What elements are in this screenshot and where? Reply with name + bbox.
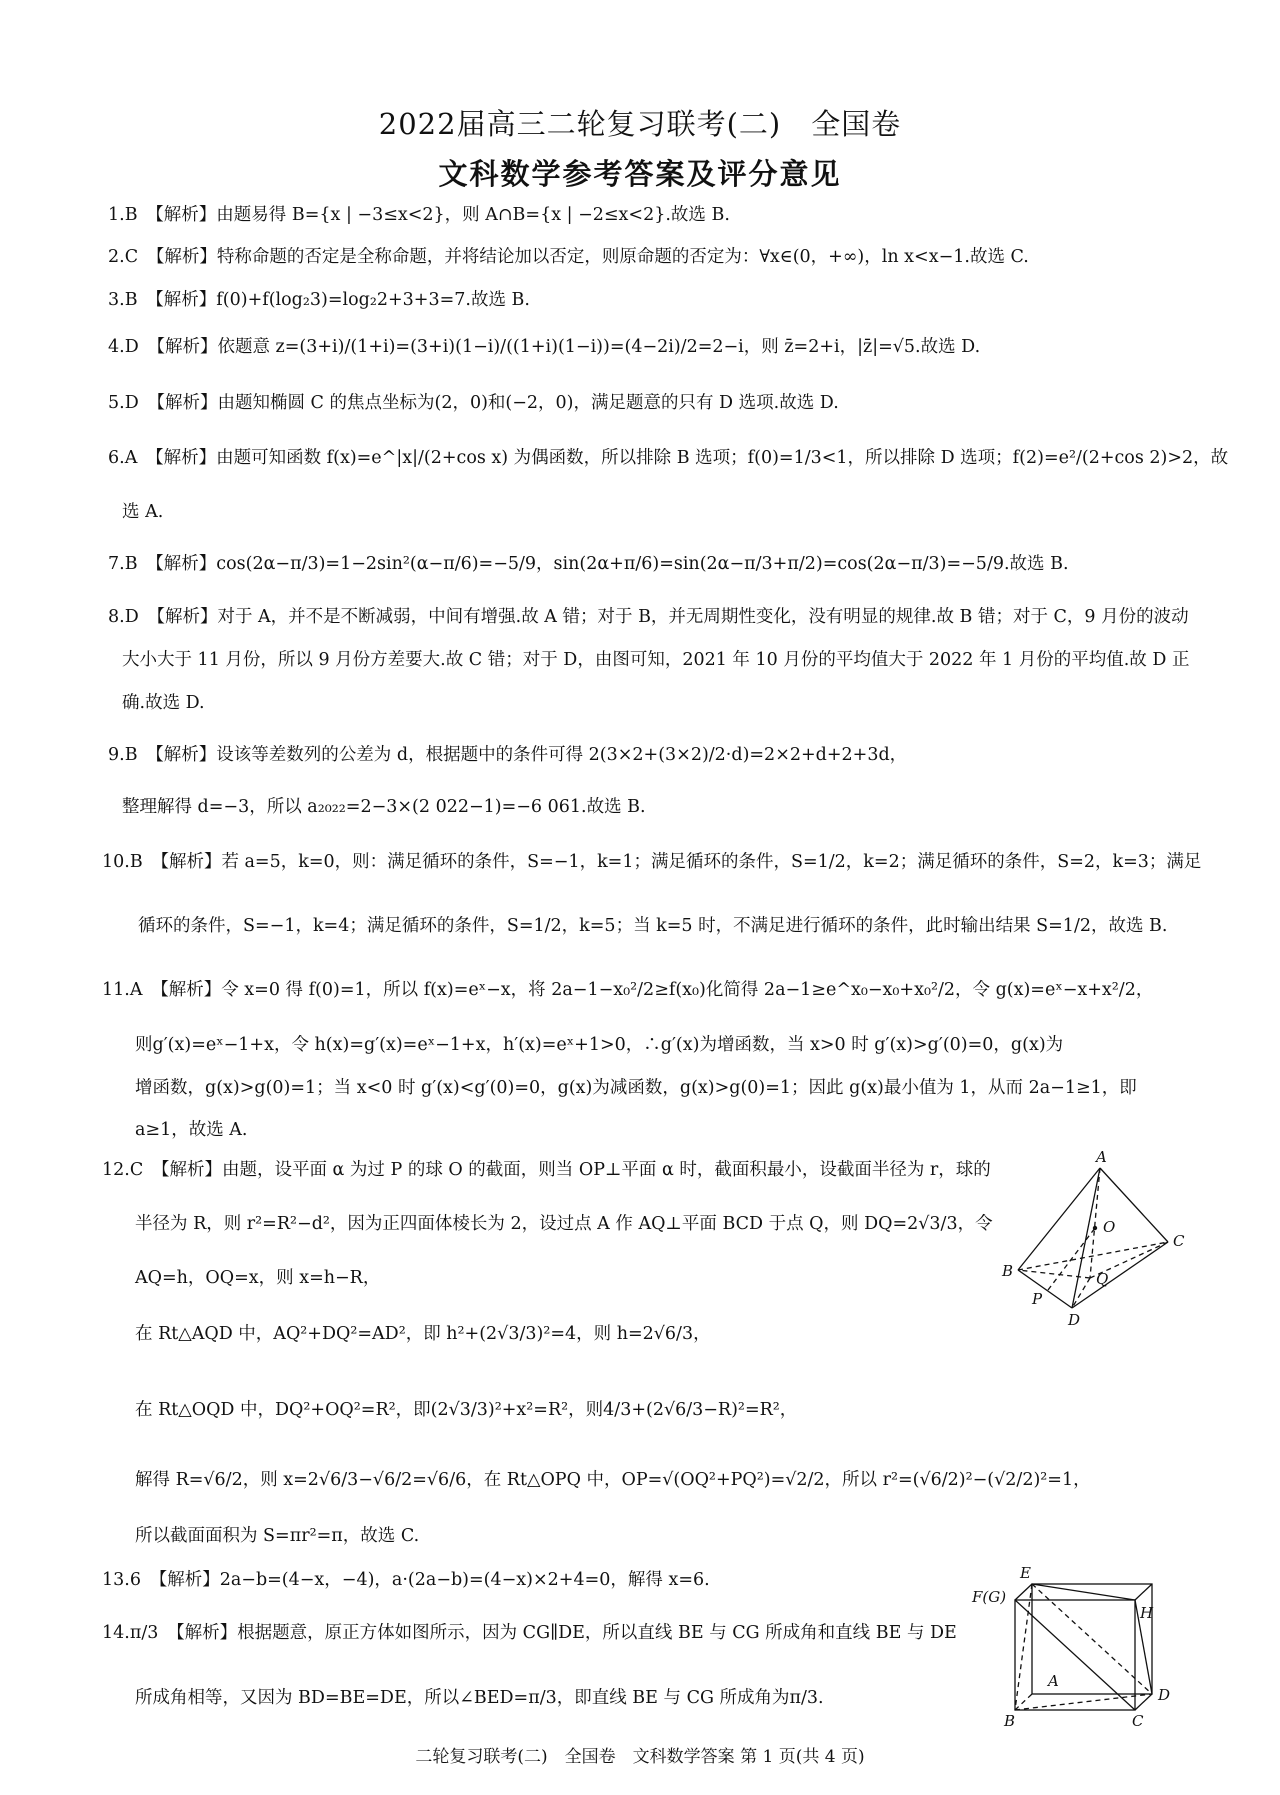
answer-6-line-1: 6.A 【解析】由题可知函数 f(x)=e^|x|/(2+cos x) 为偶函数，所以排除 B 选项；f(0)=1/3<1，所以排除 D 选项；f(2)=e²/(2+cos 2)>2，故: [108, 448, 1229, 468]
answer-5-line-1: 5.D 【解析】由题知椭圆 C 的焦点坐标为(2，0)和(−2，0)，满足题意的只有 D 选项.故选 D.: [108, 393, 839, 413]
label-B: B: [1002, 1262, 1014, 1280]
answer-12-line-7: 所以截面面积为 S=πr²=π，故选 C.: [135, 1526, 420, 1546]
answer-8-line-3: 确.故选 D.: [122, 693, 205, 713]
answer-14-line-2: 所成角相等，又因为 BD=BE=DE，所以∠BED=π/3，即直线 BE 与 CG 所成角为π/3.: [135, 1688, 824, 1708]
answer-12-line-6: 解得 R=√6/2，则 x=2√6/3−√6/2=√6/6，在 Rt△OPQ 中，OP=√(OQ²+PQ²)=√2/2，所以 r²=(√6/2)²−(√2/2)²=1，: [135, 1470, 1091, 1490]
answer-12-line-5: 在 Rt△OQD 中，DQ²+OQ²=R²，即(2√3/3)²+x²=R²，则4/3+(2√6/3−R)²=R²，: [135, 1400, 798, 1420]
answer-6-line-2: 选 A.: [122, 502, 164, 522]
label-P: P: [1032, 1290, 1043, 1308]
edge-AB: [1018, 1168, 1100, 1270]
cube-figure: [972, 1564, 1180, 1730]
answer-9-line-2: 整理解得 d=−3，所以 a₂₀₂₂=2−3×(2 022−1)=−6 061.故选 B.: [122, 797, 646, 817]
cube-label-B: B: [1004, 1712, 1016, 1730]
answer-10-line-1: 10.B 【解析】若 a=5，k=0，则：满足循环的条件，S=−1，k=1；满足循环的条件，S=1/2，k=2；满足循环的条件，S=2，k=3；满足: [102, 852, 1202, 872]
label-O: O: [1103, 1218, 1116, 1236]
label-C: C: [1173, 1232, 1185, 1250]
answer-1-line-1: 1.B 【解析】由题易得 B={x | −3≤x<2}，则 A∩B={x | −2≤x<2}.故选 B.: [108, 205, 730, 225]
cube-label-D: D: [1158, 1686, 1171, 1704]
answer-13-line-1: 13.6 【解析】2a−b=(4−x，−4)，a·(2a−b)=(4−x)×2+4=0，解得 x=6.: [102, 1570, 710, 1590]
answer-4-line-1: 4.D 【解析】依题意 z=(3+i)/(1+i)=(3+i)(1−i)/((1+i)(1−i))=(4−2i)/2=2−i，则 z̄=2+i，|z̄|=√5.故选 D.: [108, 337, 981, 357]
cube-label-H: H: [1140, 1604, 1154, 1622]
page-title: 2022届高三二轮复习联考(二) 全国卷: [378, 107, 902, 141]
answer-8-line-1: 8.D 【解析】对于 A，并不是不断减弱，中间有增强.故 A 错；对于 B，并无周期性变化，没有明显的规律.故 B 错；对于 C，9 月份的波动: [108, 607, 1189, 627]
cube-label-C: C: [1132, 1712, 1144, 1730]
label-Q: Q: [1096, 1270, 1109, 1288]
cube-label-F: F(G): [972, 1588, 1007, 1606]
answer-12-line-4: 在 Rt△AQD 中，AQ²+DQ²=AD²，即 h²+(2√3/3)²=4，则 h=2√6/3，: [135, 1324, 711, 1344]
tetrahedron-figure: [1000, 1148, 1200, 1329]
edge-DC: [1072, 1242, 1168, 1308]
page-subtitle: 文科数学参考答案及评分意见: [438, 157, 842, 191]
label-A: A: [1096, 1148, 1107, 1166]
page-footer: 二轮复习联考(二) 全国卷 文科数学答案 第 1 页(共 4 页): [415, 1747, 865, 1767]
answer-12-line-3: AQ=h，OQ=x，则 x=h−R，: [135, 1268, 381, 1288]
point-O: [1093, 1226, 1097, 1230]
answer-14-line-1: 14.π/3 【解析】根据题意，原正方体如图所示，因为 CG∥DE，所以直线 BE 与 CG 所成角和直线 BE 与 DE: [102, 1623, 957, 1643]
answer-8-line-2: 大小大于 11 月份，所以 9 月份方差要大.故 C 错；对于 D，由图可知，2021 年 10 月份的平均值大于 2022 年 1 月份的平均值.故 D 正: [122, 650, 1190, 670]
answer-11-line-4: a≥1，故选 A.: [135, 1120, 248, 1140]
answer-10-line-2: 循环的条件，S=−1，k=4；满足循环的条件，S=1/2，k=5；当 k=5 时，不满足进行循环的条件，此时输出结果 S=1/2，故选 B.: [138, 916, 1168, 936]
label-D: D: [1068, 1311, 1081, 1329]
answer-12-line-2: 半径为 R，则 r²=R²−d²，因为正四面体棱长为 2，设过点 A 作 AQ⊥平面 BCD 于点 Q，则 DQ=2√3/3，令: [135, 1214, 993, 1234]
edge-BD: [1018, 1270, 1072, 1308]
cube-label-E: E: [1020, 1564, 1031, 1582]
segment-AQ: [1090, 1168, 1100, 1278]
edge-BC: [1018, 1242, 1168, 1270]
answer-3-line-1: 3.B 【解析】f(0)+f(log₂3)=log₂2+3+3=7.故选 B.: [108, 290, 530, 310]
answer-11-line-1: 11.A 【解析】令 x=0 得 f(0)=1，所以 f(x)=eˣ−x，将 2a−1−x₀²/2≥f(x₀)化简得 2a−1≥e^x₀−x₀+x₀²/2，令 g(x)=eˣ−x+x²/2，: [102, 980, 1154, 1000]
answer-11-line-2: 则g′(x)=eˣ−1+x，令 h(x)=g′(x)=eˣ−1+x，h′(x)=eˣ+1>0，∴g′(x)为增函数，当 x>0 时 g′(x)>g′(0)=0，g(x)为: [135, 1035, 1064, 1055]
answer-11-line-3: 增函数，g(x)>g(0)=1；当 x<0 时 g′(x)<g′(0)=0，g(x)为减函数，g(x)>g(0)=1；因此 g(x)最小值为 1，从而 2a−1≥1，即: [135, 1078, 1137, 1098]
answer-12-line-1: 12.C 【解析】由题，设平面 α 为过 P 的球 O 的截面，则当 OP⊥平面 α 时，截面积最小，设截面半径为 r，球的: [102, 1160, 991, 1180]
answer-7-line-1: 7.B 【解析】cos(2α−π/3)=1−2sin²(α−π/6)=−5/9，sin(2α+π/6)=sin(2α−π/3+π/2)=cos(2α−π/3)=−5/9.故选 B.: [108, 554, 1069, 574]
answer-2-line-1: 2.C 【解析】特称命题的否定是全称命题，并将结论加以否定，则原命题的否定为：∀x∈(0，+∞)，ln x<x−1.故选 C.: [108, 247, 1029, 267]
answer-9-line-1: 9.B 【解析】设该等差数列的公差为 d，根据题中的条件可得 2(3×2+(3×2)/2·d)=2×2+d+2+3d，: [108, 745, 908, 765]
cube-label-A: A: [1048, 1672, 1059, 1690]
